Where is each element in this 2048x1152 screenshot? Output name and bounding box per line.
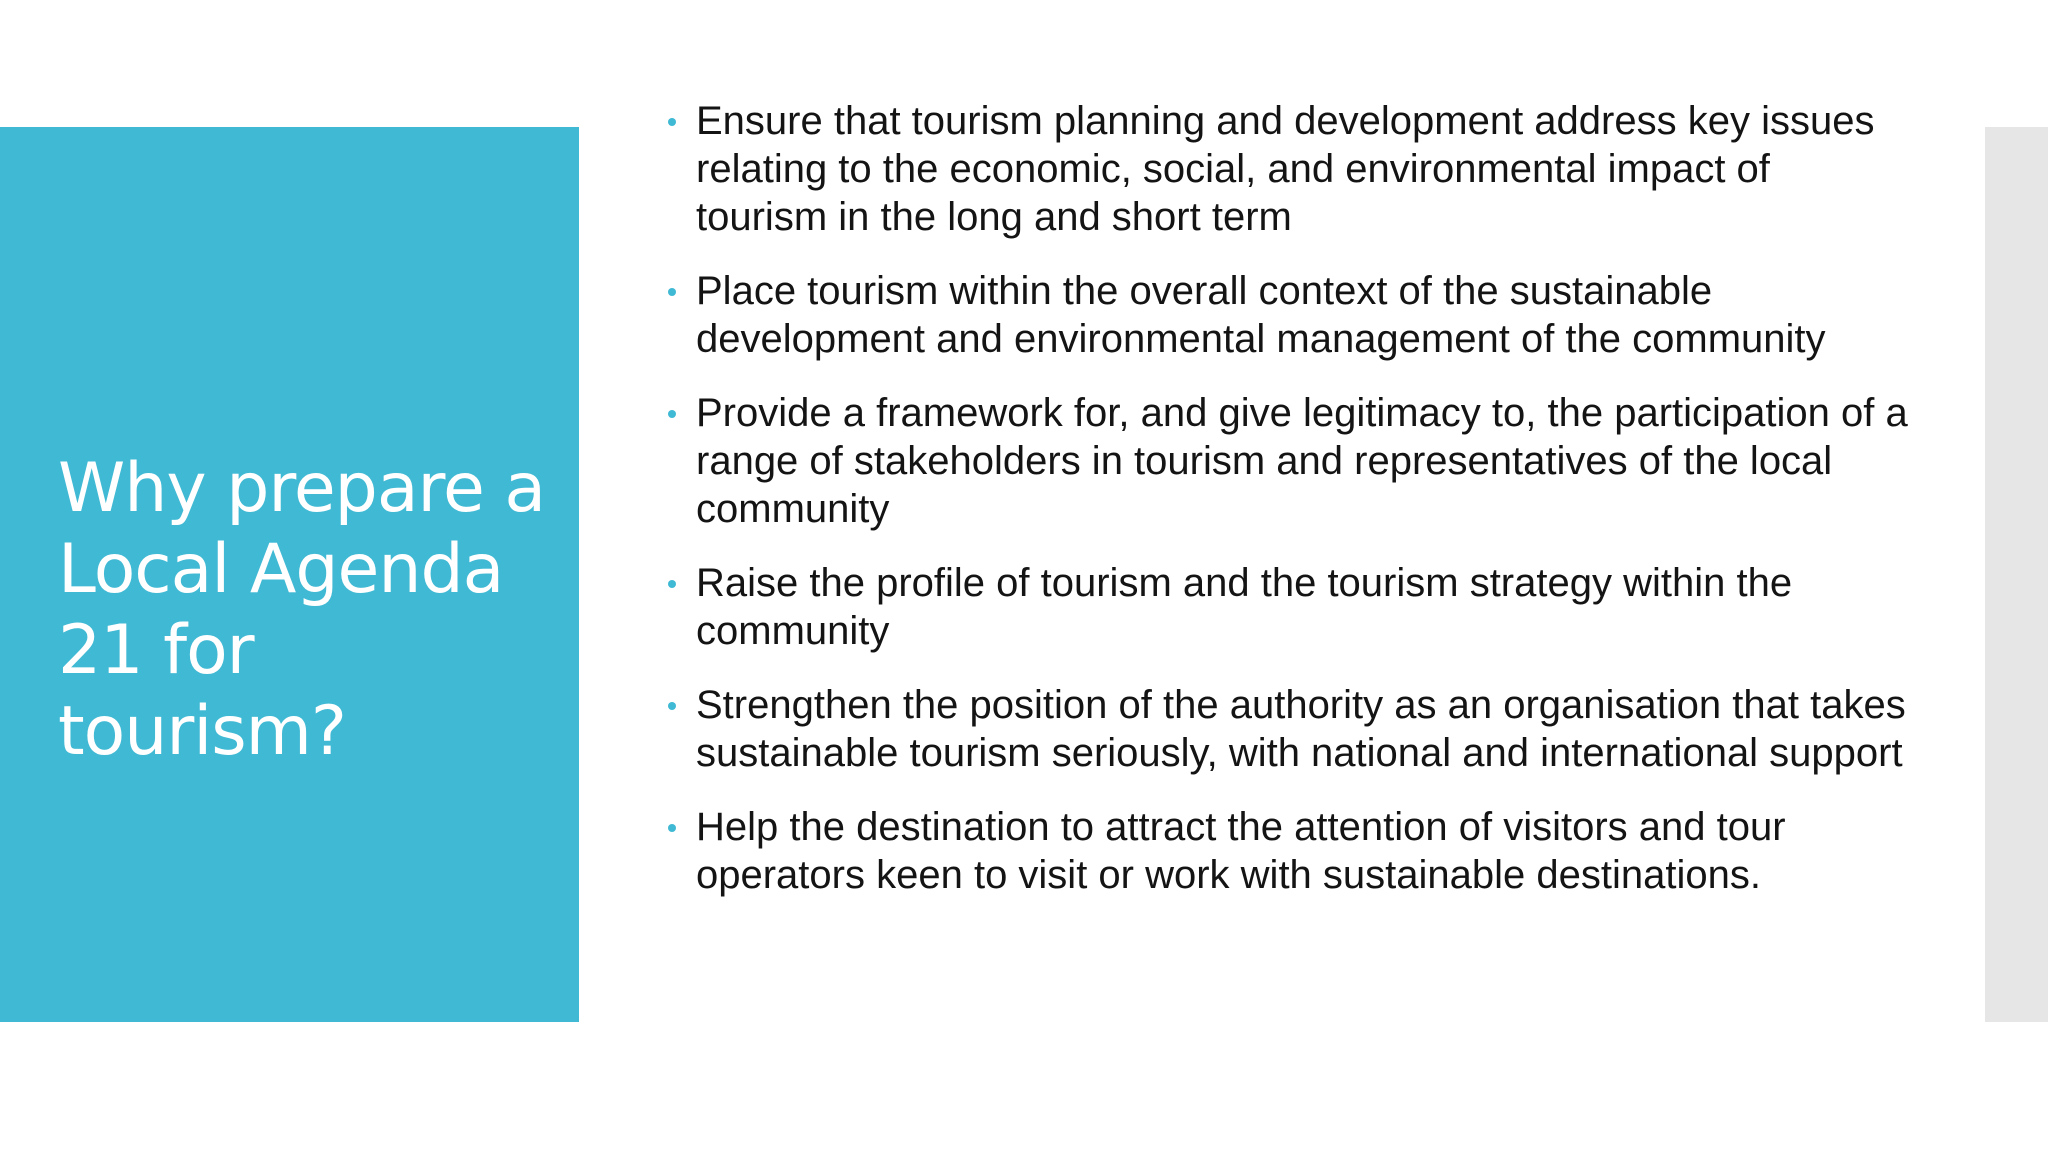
bullet-icon bbox=[668, 580, 676, 588]
bullet-icon bbox=[668, 824, 676, 832]
bullet-list bbox=[668, 97, 1908, 925]
bullet-text: Strengthen the position of the authority as an organisation that takes sustainable tourism seriously, with national and international support bbox=[696, 683, 1906, 775]
list-item bbox=[668, 681, 1908, 777]
bullet-icon bbox=[668, 288, 676, 296]
slide-title: Why prepare a Local Agenda 21 for tourism? bbox=[58, 449, 546, 771]
bullet-icon bbox=[668, 702, 676, 710]
side-strip bbox=[1985, 127, 2048, 1022]
bullet-icon bbox=[668, 118, 676, 126]
list-item bbox=[668, 267, 1908, 363]
list-item bbox=[668, 97, 1908, 241]
bullet-text: Provide a framework for, and give legitimacy to, the participation of a range of stakeholders in tourism and representatives of the local community bbox=[696, 391, 1908, 531]
list-item bbox=[668, 389, 1908, 533]
list-item bbox=[668, 559, 1908, 655]
bullet-text: Help the destination to attract the attention of visitors and tour operators keen to visit or work with sustainable destinations. bbox=[696, 805, 1786, 897]
bullet-text: Ensure that tourism planning and development address key issues relating to the economic, social, and environmental impact of tourism in the long and short term bbox=[696, 99, 1875, 239]
bullet-text: Place tourism within the overall context of the sustainable development and environmental management of the community bbox=[696, 269, 1826, 361]
bullet-text: Raise the profile of tourism and the tourism strategy within the community bbox=[696, 561, 1793, 653]
bullet-icon bbox=[668, 410, 676, 418]
list-item bbox=[668, 803, 1908, 899]
